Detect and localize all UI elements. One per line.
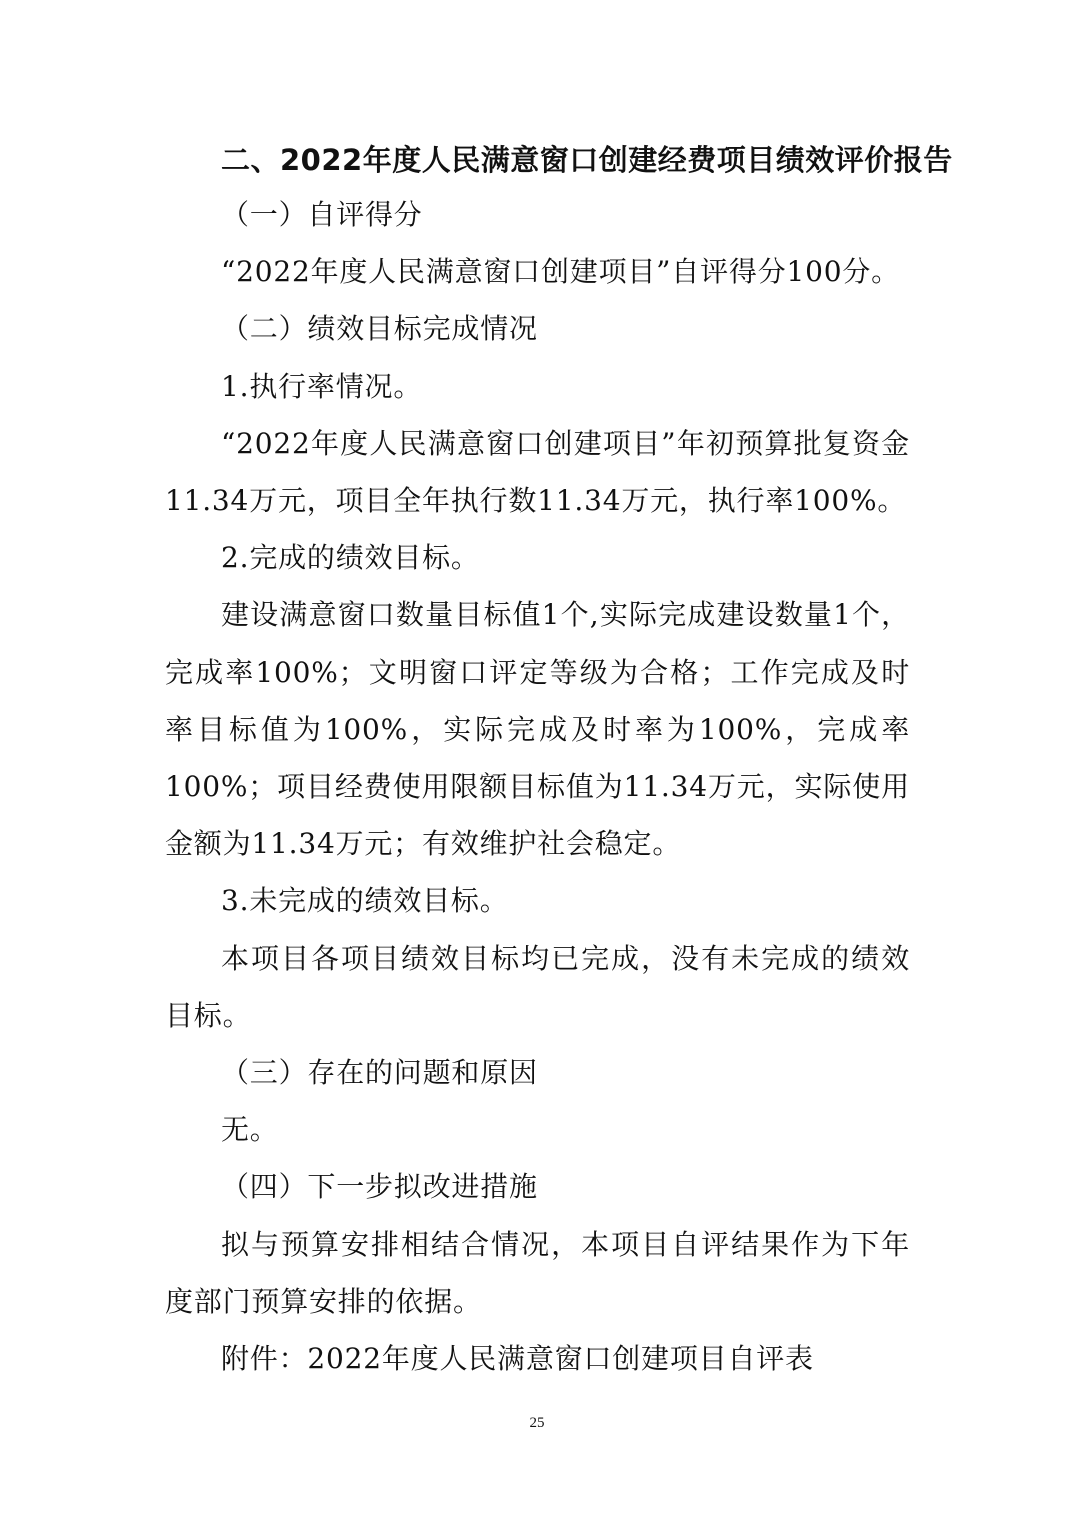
subheading-completed-goals: 2.完成的绩效目标。	[221, 541, 480, 575]
paragraph-execution-rate: “2022年度人民满意窗口创建项目”年初预算批复资金11.34万元，项目全年执行数11.34万元，执行率100%。	[165, 426, 910, 518]
subheading-execution-rate: 1.执行率情况。	[221, 369, 423, 403]
report-body	[165, 186, 910, 1387]
section-heading-self-score: （一）自评得分	[221, 198, 423, 231]
paragraph-self-score: “2022年度人民满意窗口创建项目”自评得分100分。	[221, 255, 900, 289]
section-heading-problems: （三）存在的问题和原因	[221, 1056, 538, 1090]
paragraph-improvements: 拟与预算安排相结合情况，本项目自评结果作为下年度部门预算安排的依据。	[165, 1227, 910, 1318]
attachment-line: 附件：2022年度人民满意窗口创建项目自评表	[221, 1342, 814, 1376]
page-number: 25	[529, 1415, 545, 1431]
paragraph-uncompleted-goals: 本项目各项目绩效目标均已完成，没有未完成的绩效目标。	[165, 941, 910, 1032]
report-title: 二、2022年度人民满意窗口创建经费项目绩效评价报告	[221, 143, 953, 177]
section-heading-goal-completion: （二）绩效目标完成情况	[221, 312, 538, 346]
paragraph-problems: 无。	[221, 1113, 279, 1147]
paragraph-completed-goals: 建设满意窗口数量目标值1个,实际完成建设数量1个，完成率100%；文明窗口评定等级为合格；工作完成及时率目标值为100%，实际完成及时率为100%，完成率100%；项目经费使用限额目标值为11.34万元，实际使用金额为11.34万元；有效维护社会稳定。	[165, 598, 910, 861]
section-heading-improvements: （四）下一步拟改进措施	[221, 1170, 538, 1204]
subheading-uncompleted-goals: 3.未完成的绩效目标。	[221, 884, 509, 918]
